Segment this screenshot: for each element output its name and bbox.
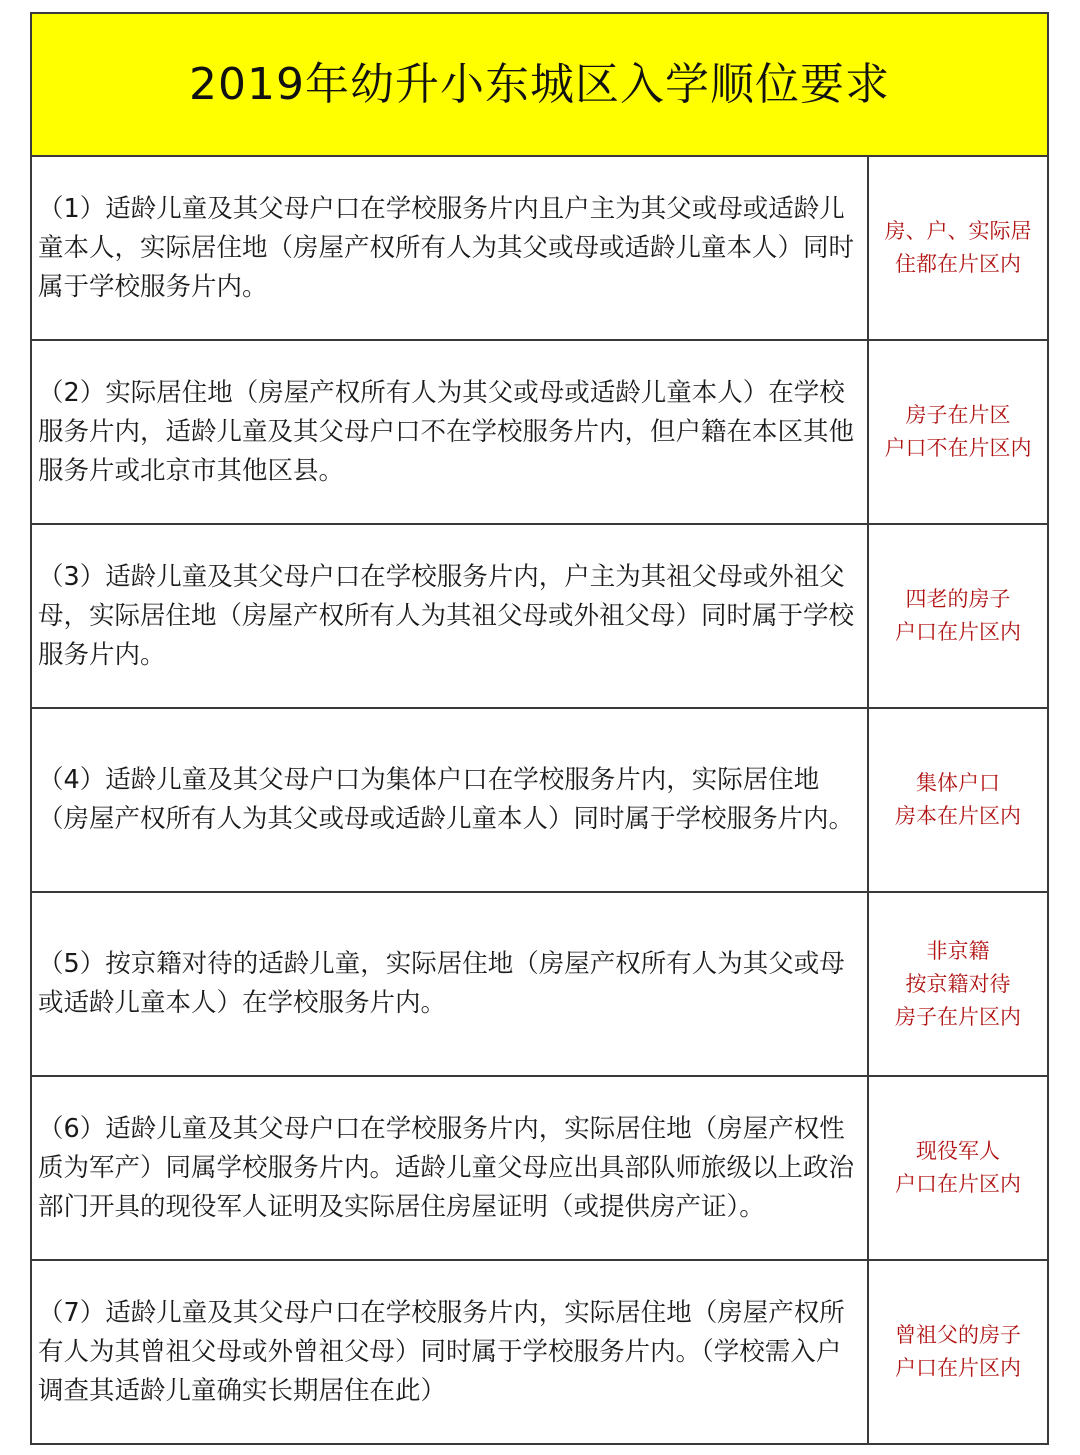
rule-summary-tag: 曾祖父的房子 户口在片区内 <box>895 1323 1021 1380</box>
admission-order-table <box>30 12 1049 1445</box>
rule-description <box>32 157 869 339</box>
rule-row-5 <box>32 893 1047 1077</box>
rule-description-text: （2）实际居住地（房屋产权所有人为其父或母或适龄儿童本人）在学校服务片内，适龄儿童及其父母户口不在学校服务片内，但户籍在本区其他服务片或北京市其他区县。 <box>38 377 855 486</box>
rule-description <box>32 709 869 891</box>
rule-row-4 <box>32 709 1047 893</box>
rule-description-text: （6）适龄儿童及其父母户口在学校服务片内，实际居住地（房屋产权性质为军产）同属学校服务片内。适龄儿童父母应出具部队师旅级以上政治部门开具的现役军人证明及实际居住房屋证明（或提供房产证）。 <box>38 1113 855 1222</box>
rule-summary-tag: 现役军人 户口在片区内 <box>895 1139 1021 1196</box>
rule-description-text: （4）适龄儿童及其父母户口为集体户口在学校服务片内，实际居住地（房屋产权所有人为其父或母或适龄儿童本人）同时属于学校服务片内。 <box>38 765 855 834</box>
page-title: 2019年幼升小东城区入学顺位要求 <box>189 58 890 110</box>
rule-row-1 <box>32 157 1047 341</box>
rule-description <box>32 1261 869 1443</box>
rule-summary-tag: 房、户、实际居 住都在片区内 <box>884 219 1032 276</box>
rule-summary-tag: 非京籍 按京籍对待 房子在片区内 <box>895 938 1021 1029</box>
rule-description-text: （1）适龄儿童及其父母户口在学校服务片内且户主为其父或母或适龄儿童本人，实际居住地（房屋产权所有人为其父或母或适龄儿童本人）同时属于学校服务片内。 <box>38 193 855 302</box>
rule-row-3 <box>32 525 1047 709</box>
rule-description <box>32 525 869 707</box>
rule-row-2 <box>32 341 1047 525</box>
rule-row-7 <box>32 1261 1047 1443</box>
rule-description <box>32 893 869 1075</box>
rule-row-6 <box>32 1077 1047 1261</box>
title-banner <box>32 14 1047 157</box>
rule-description-text: （3）适龄儿童及其父母户口在学校服务片内，户主为其祖父母或外祖父母，实际居住地（房屋产权所有人为其祖父母或外祖父母）同时属于学校服务片内。 <box>38 561 855 670</box>
rule-description-text: （5）按京籍对待的适龄儿童，实际居住地（房屋产权所有人为其父或母或适龄儿童本人）在学校服务片内。 <box>38 949 845 1018</box>
rules-list <box>32 157 1047 1443</box>
rule-description-text: （7）适龄儿童及其父母户口在学校服务片内，实际居住地（房屋产权所有人为其曾祖父母或外曾祖父母）同时属于学校服务片内。（学校需入户调查其适龄儿童确实长期居住在此） <box>38 1297 845 1406</box>
rule-summary-tag: 房子在片区 户口不在片区内 <box>884 403 1032 460</box>
rule-summary-tag: 四老的房子 户口在片区内 <box>895 587 1021 644</box>
rule-description <box>32 341 869 523</box>
rule-description <box>32 1077 869 1259</box>
rule-summary-tag: 集体户口 房本在片区内 <box>895 771 1021 828</box>
